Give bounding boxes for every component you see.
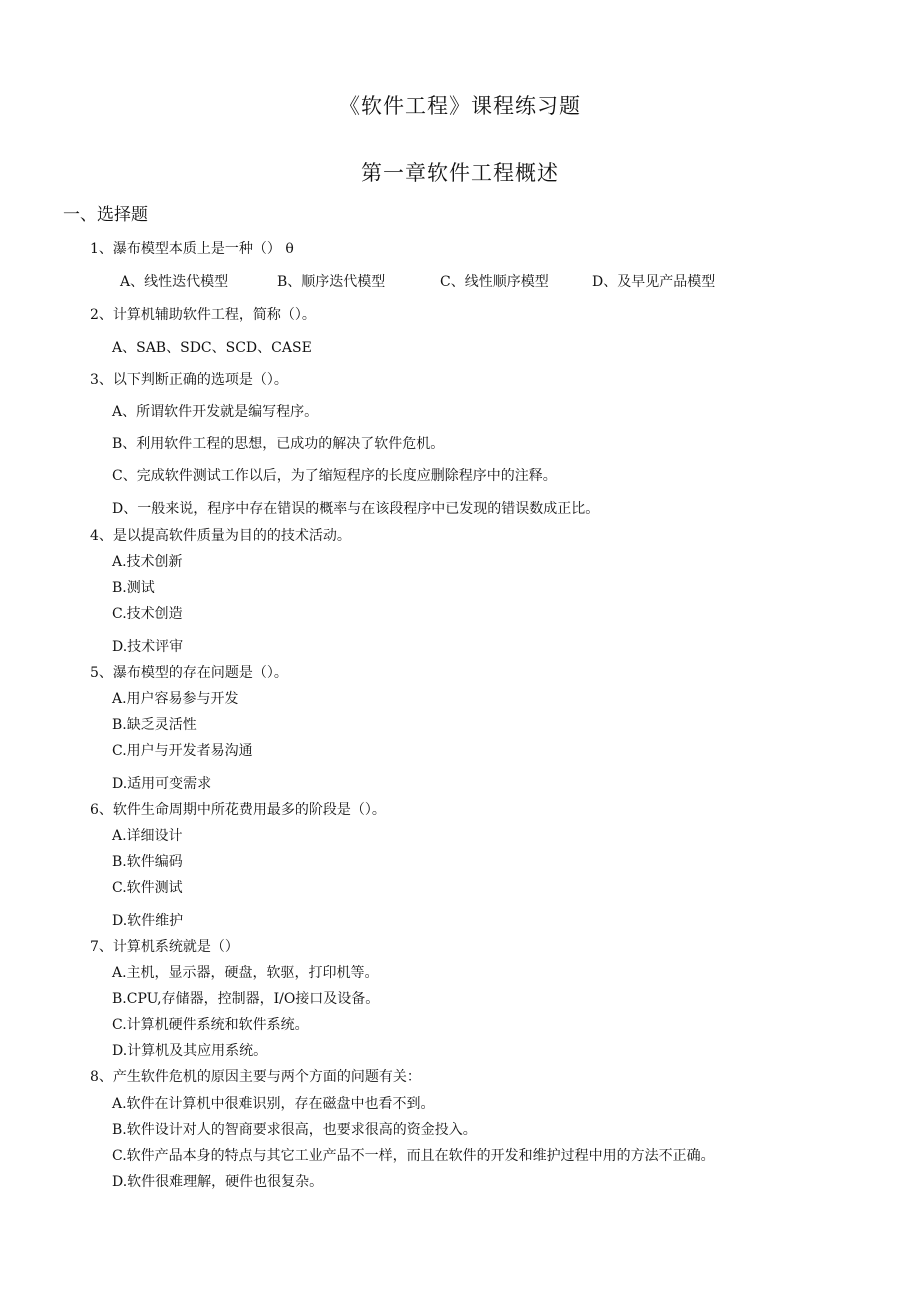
question-5-option-b: B.缺乏灵活性 <box>112 717 197 733</box>
question-6-option-b: B.软件编码 <box>112 854 183 870</box>
question-8-option-a: A.软件在计算机中很难识别，存在磁盘中也看不到。 <box>112 1096 435 1112</box>
question-2: 2、计算机辅助软件工程，简称（）。 <box>90 307 316 323</box>
document-title: 《软件工程》课程练习题 <box>339 94 581 118</box>
question-7-option-c: C.计算机硬件系统和软件系统。 <box>112 1017 309 1033</box>
question-6-option-d: D.软件维护 <box>112 913 184 929</box>
question-6-option-c: C.软件测试 <box>112 880 183 896</box>
question-8-option-d: D.软件很难理解，硬件也很复杂。 <box>112 1174 324 1190</box>
question-5: 5、瀑布模型的存在问题是（）。 <box>90 665 288 681</box>
question-4-option-b: B.测试 <box>112 580 155 596</box>
question-3-option-a: A、所谓软件开发就是编写程序。 <box>112 404 319 420</box>
question-5-option-c: C.用户与开发者易沟通 <box>112 743 253 759</box>
question-7-option-b: B.CPU,存储器，控制器，I/O接口及设备。 <box>112 991 380 1007</box>
question-8-option-c: C.软件产品本身的特点与其它工业产品不一样，而且在软件的开发和维护过程中用的方法不正确。 <box>112 1148 715 1164</box>
question-8: 8、产生软件危机的原因主要与两个方面的问题有关： <box>90 1069 421 1085</box>
question-1-option-d: D、及早见产品模型 <box>592 274 716 290</box>
question-4-option-c: C.技术创造 <box>112 606 183 622</box>
question-4-option-d: D.技术评审 <box>112 639 184 655</box>
question-7-option-a: A.主机，显示器，硬盘，软驱，打印机等。 <box>112 965 379 981</box>
question-2-option-a: A、SAB、SDC、SCD、CASE <box>112 340 312 356</box>
question-6: 6、软件生命周期中所花费用最多的阶段是（）。 <box>90 802 386 818</box>
question-1: 1、瀑布模型本质上是一种（） θ <box>90 241 294 257</box>
question-1-option-b: B、顺序迭代模型 <box>277 274 386 290</box>
question-3-option-b: B、利用软件工程的思想，已成功的解决了软件危机。 <box>112 436 445 452</box>
question-6-option-a: A.详细设计 <box>112 828 183 844</box>
question-1-option-c: C、线性顺序模型 <box>440 274 549 290</box>
question-3-option-c: C、完成软件测试工作以后，为了缩短程序的长度应删除程序中的注释。 <box>112 468 557 484</box>
question-4: 4、是以提高软件质量为目的的技术活动。 <box>90 528 351 544</box>
question-1-option-a: A、线性迭代模型 <box>120 274 229 290</box>
question-3: 3、以下判断正确的选项是（）。 <box>90 372 288 388</box>
question-7-option-d: D.计算机及其应用系统。 <box>112 1043 268 1059</box>
chapter-heading: 第一章软件工程概述 <box>361 161 559 185</box>
question-8-option-b: B.软件设计对人的智商要求很高，也要求很高的资金投入。 <box>112 1122 477 1138</box>
question-7: 7、计算机系统就是（） <box>90 939 239 955</box>
question-5-option-d: D.适用可变需求 <box>112 776 212 792</box>
question-4-option-a: A.技术创新 <box>112 554 183 570</box>
section-heading: 一、选择题 <box>63 205 148 225</box>
question-1-options <box>120 273 820 291</box>
question-5-option-a: A.用户容易参与开发 <box>112 691 239 707</box>
question-3-option-d: D、一般来说，程序中存在错误的概率与在该段程序中已发现的错误数成正比。 <box>112 501 600 517</box>
